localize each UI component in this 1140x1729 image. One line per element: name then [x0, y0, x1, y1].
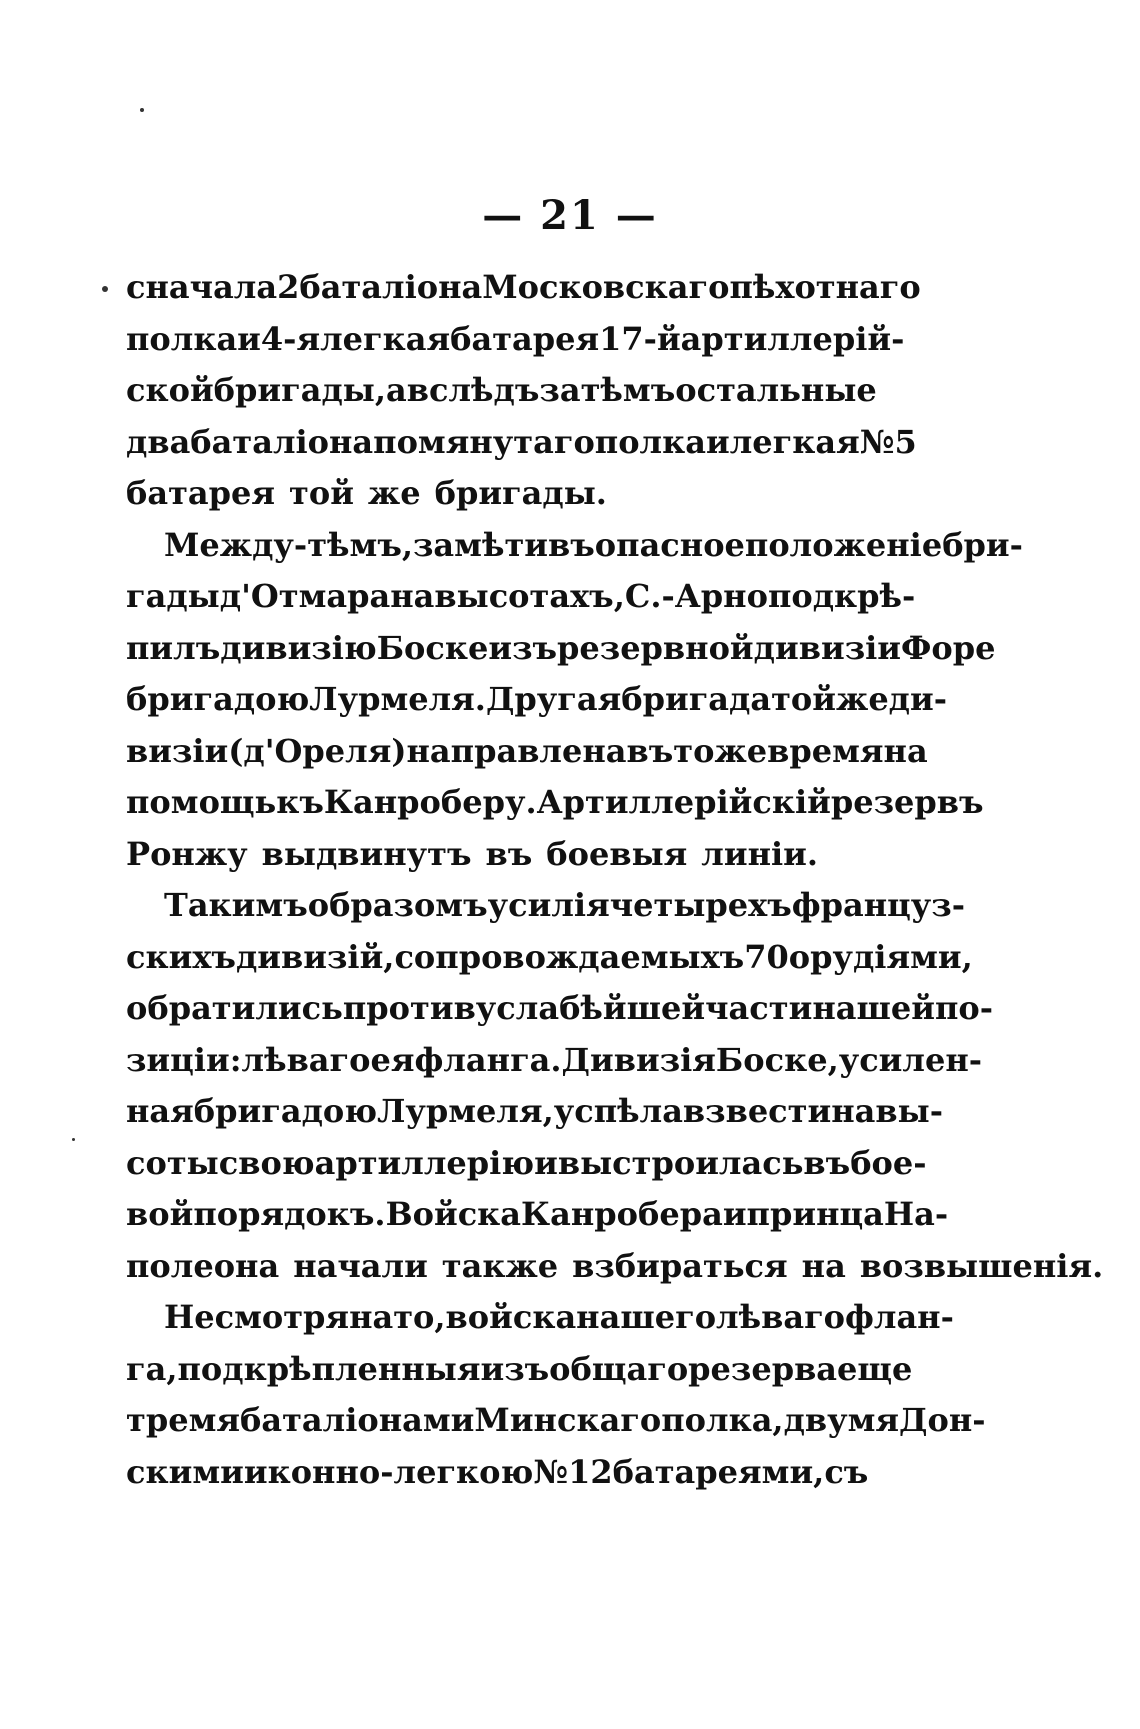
word: въ [485, 834, 533, 873]
text-line [126, 1447, 869, 1499]
word: Дивизія [561, 1040, 716, 1079]
word: тремя [126, 1401, 240, 1439]
word: изъ [488, 628, 558, 667]
word: ная [126, 1092, 194, 1130]
word: 2 [277, 268, 300, 306]
word: На- [883, 1195, 949, 1233]
word: бригадою [126, 680, 310, 718]
text-line [126, 623, 996, 675]
word: Войска [385, 1195, 522, 1233]
word: ея [370, 1040, 415, 1079]
word: флан- [845, 1298, 954, 1336]
word: въ [803, 1143, 851, 1182]
print-speck [72, 1138, 75, 1141]
text-line [126, 262, 921, 314]
word: 5 [894, 422, 917, 461]
word: смотря [214, 1298, 350, 1336]
word: нашей [812, 989, 935, 1027]
text-line [126, 1035, 983, 1087]
word: на [801, 1246, 846, 1285]
word: вы- [875, 1092, 943, 1130]
word: въ [626, 731, 674, 770]
word: также [441, 1246, 559, 1285]
word: дивизію [220, 628, 377, 667]
word: вслѣдъ [406, 371, 540, 409]
word: Между-тѣмъ, [164, 525, 413, 564]
word: по- [934, 989, 994, 1027]
word: то, [393, 1298, 446, 1336]
word: на [883, 731, 928, 770]
word: полка, [661, 1401, 784, 1439]
word: то [673, 731, 715, 770]
word: высотахъ, [434, 577, 625, 615]
word: изъ [480, 1349, 550, 1388]
word: 70 [744, 937, 789, 976]
word: батарея [126, 474, 276, 512]
word: визіи [126, 731, 229, 770]
word: бригады. [434, 474, 607, 512]
word: опасное [594, 525, 745, 564]
word: Лурмеля, [377, 1092, 554, 1130]
word: батарея [450, 319, 600, 358]
word: гады [126, 577, 220, 615]
word: Минскаго [474, 1401, 662, 1439]
word: боевыя [546, 834, 688, 873]
word: съ [824, 1452, 869, 1491]
text-line [126, 1292, 954, 1344]
text-line [126, 1189, 949, 1241]
word: и [237, 319, 261, 358]
word: легкая [729, 422, 860, 461]
word: конно-легкою [267, 1452, 534, 1491]
text-line [126, 520, 1023, 572]
word: четырехъ [609, 886, 792, 924]
word: резерва [688, 1349, 838, 1388]
word: Дон- [899, 1401, 986, 1439]
text-line [126, 417, 917, 469]
word: пилъ [126, 628, 221, 667]
word: обратились [126, 989, 343, 1027]
text-line [126, 1241, 1104, 1293]
text-line [126, 829, 840, 881]
word: 12 [568, 1452, 613, 1491]
word: и [534, 1143, 558, 1182]
word: сначала [126, 268, 278, 306]
word: дивизій, [235, 937, 395, 976]
word: взвести [682, 1092, 832, 1130]
text-line [126, 1086, 943, 1138]
word: же [714, 731, 768, 770]
word: скихъ [126, 937, 236, 976]
word: образомъ [307, 886, 488, 924]
word: № [533, 1452, 569, 1491]
word: выстроилась [557, 1143, 804, 1182]
text-line [126, 365, 877, 417]
word: остальные [675, 371, 877, 409]
word: же [836, 680, 889, 718]
word: слабѣйшей [496, 989, 706, 1027]
word: полка [126, 319, 238, 358]
word: затѣмъ [539, 371, 676, 409]
word: Канроберу. [323, 783, 537, 821]
word: и [722, 1195, 747, 1233]
word: Форе [901, 628, 996, 667]
word: взбираться [572, 1246, 788, 1285]
word: замѣтивъ [413, 525, 595, 564]
word: ской [126, 371, 214, 409]
word: 4-я [260, 319, 321, 358]
word: войска [445, 1298, 577, 1336]
word: бригады, [213, 371, 387, 409]
word: скими [126, 1452, 244, 1491]
word: усилен- [838, 1040, 983, 1079]
word: общаго [549, 1349, 689, 1388]
word: баталіона [190, 422, 374, 461]
text-line [126, 1344, 913, 1396]
text-line [126, 932, 973, 984]
word: и [705, 422, 730, 461]
word: Боске [376, 628, 489, 667]
word: 17-й [599, 319, 681, 358]
page-number: — 21 — [482, 192, 658, 239]
word: на [390, 577, 435, 615]
text-line [126, 726, 928, 778]
word: зиціи: [126, 1040, 242, 1079]
word: Канробера [521, 1195, 723, 1233]
word: Московскаго [482, 268, 730, 306]
word: время [767, 731, 884, 770]
word: успѣла [553, 1092, 683, 1130]
word: баталіонами [240, 1401, 475, 1439]
word: д'Отмара [219, 577, 391, 615]
word: свою [218, 1143, 315, 1182]
word: бри- [942, 525, 1023, 564]
word: (д'Ореля) [228, 731, 407, 770]
word: соты [126, 1143, 219, 1182]
word: артиллерій- [680, 319, 905, 358]
word: баталіона [299, 268, 483, 306]
word: сопровождаемыхъ [394, 937, 745, 976]
word: къ [276, 783, 324, 821]
word: Другая [485, 680, 622, 718]
word: на [831, 1092, 876, 1130]
word: С.-Арно [624, 577, 768, 615]
word: Такимъ [164, 886, 308, 924]
word: части [705, 989, 813, 1027]
text-line [126, 314, 905, 366]
word: Боске, [715, 1040, 839, 1079]
word: начали [293, 1246, 428, 1285]
word: артиллерію [314, 1143, 535, 1182]
word: резервъ [830, 783, 984, 821]
word: полка [594, 422, 706, 461]
word: Артиллерійскій [536, 783, 831, 821]
word: батареями, [612, 1452, 825, 1491]
word: подкрѣпленныя [177, 1349, 481, 1388]
word: дивизіи [753, 628, 901, 667]
word: легкая [320, 319, 451, 358]
word: бое- [850, 1143, 927, 1182]
word: той [771, 680, 836, 718]
word: той [289, 474, 354, 512]
print-speck [140, 108, 144, 112]
word: усилія [487, 886, 610, 924]
text-line [126, 571, 916, 623]
word: еще [837, 1349, 913, 1388]
word: № [859, 422, 895, 461]
word: бригадою [193, 1092, 378, 1130]
word: двумя [783, 1401, 900, 1439]
word: помянутаго [373, 422, 595, 461]
text-line [126, 880, 965, 932]
word: и [243, 1452, 268, 1491]
word: орудіями, [788, 937, 973, 976]
word: возвышенія. [859, 1246, 1104, 1285]
text-line [126, 777, 984, 829]
word: вой [126, 1195, 194, 1233]
word: нашего [576, 1298, 717, 1336]
word: ди- [888, 680, 948, 718]
word: резервной [557, 628, 754, 667]
body-text [126, 262, 1104, 1498]
text-line [126, 1138, 927, 1190]
text-line [126, 468, 840, 520]
word: а [386, 371, 407, 409]
word: Лурмеля. [309, 680, 486, 718]
word: Ронжу [126, 834, 248, 873]
word: пѣхотнаго [729, 268, 921, 306]
text-line [126, 1395, 986, 1447]
word: выдвинутъ [261, 834, 472, 873]
text-line [126, 674, 948, 726]
word: положеніе [744, 525, 943, 564]
word: порядокъ. [193, 1195, 386, 1233]
word: Не [164, 1298, 215, 1336]
word: направлена [406, 731, 627, 770]
word: помощь [126, 783, 277, 821]
word: лѣваго [716, 1298, 846, 1336]
word: принца [746, 1195, 884, 1233]
word: бригада [621, 680, 772, 718]
word: га, [126, 1349, 178, 1388]
text-line [126, 983, 994, 1035]
print-speck [102, 286, 108, 292]
word: фланга. [414, 1040, 562, 1079]
word: подкрѣ- [767, 577, 916, 615]
word: два [126, 422, 191, 461]
word: же [367, 474, 421, 512]
word: полеона [126, 1246, 280, 1285]
word: противу [342, 989, 497, 1027]
word: на [349, 1298, 394, 1336]
word: француз- [791, 886, 965, 924]
word: линіи. [701, 834, 819, 873]
word: лѣваго [241, 1040, 371, 1079]
